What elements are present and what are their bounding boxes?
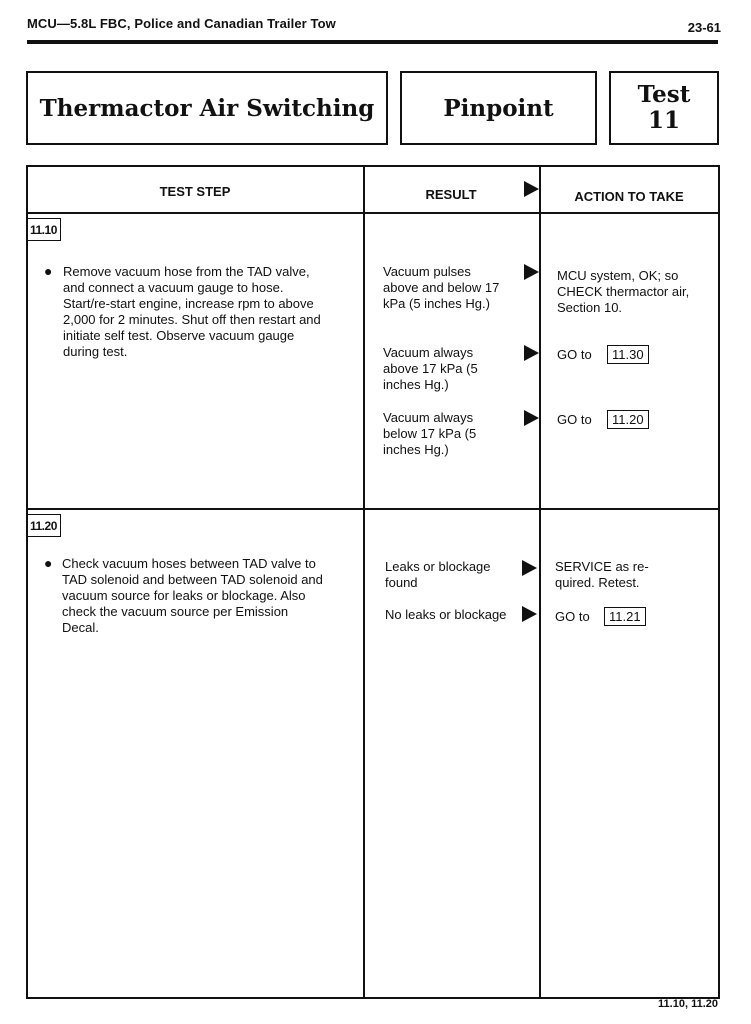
goto-label: GO to	[555, 609, 590, 624]
text-line: Decal.	[62, 620, 99, 635]
step-instructions	[63, 264, 359, 360]
column-header-result: RESULT	[425, 187, 477, 202]
action-text	[555, 559, 712, 591]
text-line: MCU system, OK; so	[557, 268, 679, 283]
step-id-tag: 11.20	[28, 514, 61, 537]
arrow-icon	[524, 345, 539, 361]
text-line: found	[385, 575, 418, 590]
test-box	[609, 71, 719, 145]
text-line: above and below 17	[383, 280, 500, 295]
pinpoint-label: Pinpoint	[443, 94, 554, 122]
header-rule	[27, 40, 718, 44]
text-line: check the vacuum source per Emission	[62, 604, 289, 619]
column-divider	[363, 166, 365, 997]
column-header-action: ACTION TO TAKE	[574, 189, 684, 204]
result-text	[383, 410, 521, 458]
text-line: and connect a vacuum gauge to hose.	[63, 280, 284, 295]
action-text	[557, 268, 712, 316]
test-label: Test	[637, 81, 691, 108]
page-title: Thermactor Air Switching	[39, 94, 375, 122]
step-id-tag: 11.10	[28, 218, 61, 241]
result-text	[385, 559, 521, 591]
text-line: 2,000 for 2 minutes. Shut off then restart and	[63, 312, 321, 327]
page-footer: 11.10, 11.20	[658, 998, 718, 1010]
bullet-icon: ●	[44, 555, 53, 571]
text-line: inches Hg.)	[383, 377, 449, 392]
text-line: Vacuum always	[383, 345, 474, 360]
text-line: No leaks or blockage	[385, 607, 507, 622]
goto-label: GO to	[557, 347, 592, 362]
column-header-test-step: TEST STEP	[159, 184, 231, 199]
text-line: SERVICE as re-	[555, 559, 649, 574]
title-box	[26, 71, 388, 145]
step-instructions	[62, 556, 358, 636]
text-line: Vacuum pulses	[383, 264, 471, 279]
result-text	[383, 345, 521, 393]
text-line: CHECK thermactor air,	[557, 284, 690, 299]
arrow-icon	[522, 606, 537, 622]
text-line: quired. Retest.	[555, 575, 640, 590]
result-text	[383, 264, 521, 312]
text-line: Vacuum always	[383, 410, 474, 425]
text-line: kPa (5 inches Hg.)	[383, 296, 490, 311]
goto-step-link[interactable]: 11.21	[604, 607, 646, 626]
text-line: inches Hg.)	[383, 442, 449, 457]
pinpoint-box	[400, 71, 597, 145]
text-line: during test.	[63, 344, 128, 359]
text-line: vacuum source for leaks or blockage. Also	[62, 588, 306, 603]
text-line: above 17 kPa (5	[383, 361, 478, 376]
text-line: Section 10.	[557, 300, 623, 315]
page-number: 23-61	[687, 20, 721, 35]
column-divider	[539, 166, 541, 997]
arrow-icon	[524, 410, 539, 426]
text-line: Check vacuum hoses between TAD valve to	[62, 556, 316, 571]
result-text	[385, 607, 521, 623]
document-header: MCU—5.8L FBC, Police and Canadian Trailer Tow	[27, 16, 336, 31]
test-number: 11	[647, 107, 680, 134]
text-line: TAD solenoid and between TAD solenoid and	[62, 572, 323, 587]
arrow-icon	[524, 264, 539, 280]
text-line: Start/re-start engine, increase rpm to above	[63, 296, 314, 311]
goto-label: GO to	[557, 412, 592, 427]
goto-step-link[interactable]: 11.20	[607, 410, 649, 429]
goto-step-link[interactable]: 11.30	[607, 345, 649, 364]
arrow-icon	[522, 560, 537, 576]
step-row-divider	[27, 508, 718, 510]
arrow-icon	[524, 181, 539, 197]
header-row-divider	[27, 212, 718, 214]
bullet-icon: ●	[44, 263, 53, 279]
text-line: Leaks or blockage	[385, 559, 491, 574]
text-line: Remove vacuum hose from the TAD valve,	[63, 264, 310, 279]
text-line: below 17 kPa (5	[383, 426, 477, 441]
text-line: initiate self test. Observe vacuum gauge	[63, 328, 295, 343]
